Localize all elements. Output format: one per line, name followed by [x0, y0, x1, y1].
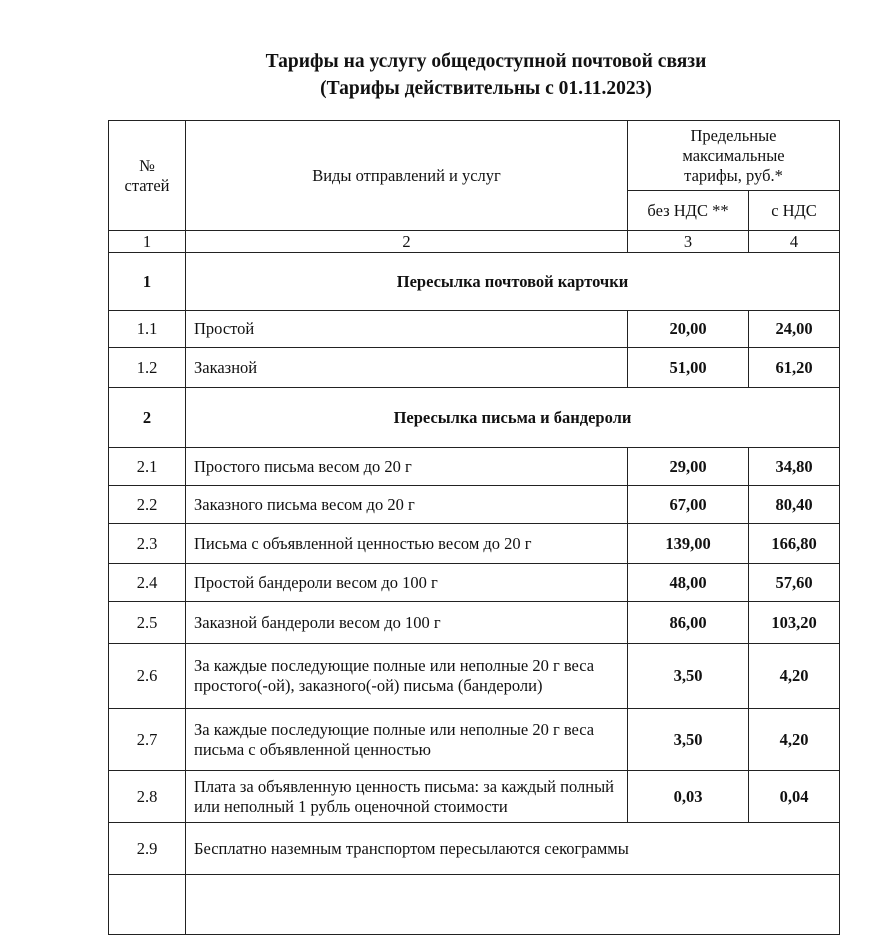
- table-row: [109, 448, 840, 486]
- row-number: 2.5: [109, 602, 186, 644]
- row-number: 2.8: [109, 771, 186, 823]
- row-label: Простой бандероли весом до 100 г: [186, 564, 628, 602]
- row-label: Заказного письма весом до 20 г: [186, 486, 628, 524]
- row-label: Письма с объявленной ценностью весом до 20 г: [186, 524, 628, 564]
- table-row: [109, 823, 840, 875]
- price-vat: 0,04: [749, 771, 840, 823]
- price-vat: 103,20: [749, 602, 840, 644]
- table-row: [109, 564, 840, 602]
- header-index: 4: [749, 231, 840, 253]
- title-line-2: (Тарифы действительны с 01.11.2023): [320, 78, 652, 99]
- row-number: 2.7: [109, 709, 186, 771]
- price-no-vat: 3,50: [628, 709, 749, 771]
- price-no-vat: 139,00: [628, 524, 749, 564]
- price-vat: 4,20: [749, 644, 840, 709]
- header-vat: с НДС: [749, 191, 840, 231]
- table-row: [109, 348, 840, 388]
- row-number: [109, 875, 186, 935]
- table-row: [109, 311, 840, 348]
- row-label: За каждые последующие полные или неполные 20 г веса письма с объявленной ценностью: [186, 709, 628, 771]
- title-line-1: Тарифы на услугу общедоступной почтовой связи: [265, 51, 707, 72]
- table-row: [109, 524, 840, 564]
- row-number: 1: [109, 253, 186, 311]
- price-vat: 57,60: [749, 564, 840, 602]
- row-label: Плата за объявленную ценность письма: за каждый полный или неполный 1 рубль оценочной стоимости: [186, 771, 628, 823]
- price-vat: 4,20: [749, 709, 840, 771]
- table-row: [109, 602, 840, 644]
- price-vat: 61,20: [749, 348, 840, 388]
- table-row-cut-off: [109, 875, 840, 935]
- row-number: 1.1: [109, 311, 186, 348]
- price-no-vat: 86,00: [628, 602, 749, 644]
- price-no-vat: 20,00: [628, 311, 749, 348]
- section-title: Пересылка почтовой карточки: [186, 253, 840, 311]
- header-index: 1: [109, 231, 186, 253]
- header-row-1: [109, 121, 840, 191]
- row-number: 2.6: [109, 644, 186, 709]
- header-index: 2: [186, 231, 628, 253]
- price-vat: 80,40: [749, 486, 840, 524]
- row-label: За каждые последующие полные или неполные 20 г веса простого(-ой), заказного(-ой) письма (бандероли): [186, 644, 628, 709]
- header-tariffs: Предельные максимальные тарифы, руб.*: [628, 121, 840, 191]
- document-title: [0, 48, 881, 102]
- price-vat: 34,80: [749, 448, 840, 486]
- header-index-row: [109, 231, 840, 253]
- price-no-vat: 51,00: [628, 348, 749, 388]
- row-number: 2.1: [109, 448, 186, 486]
- price-vat: 166,80: [749, 524, 840, 564]
- row-label: [186, 875, 840, 935]
- header-type: Виды отправлений и услуг: [186, 121, 628, 231]
- header-no-vat: без НДС **: [628, 191, 749, 231]
- price-no-vat: 29,00: [628, 448, 749, 486]
- price-no-vat: 48,00: [628, 564, 749, 602]
- table-row: [109, 709, 840, 771]
- section-row: [109, 388, 840, 448]
- row-label: Бесплатно наземным транспортом пересылаются секограммы: [186, 823, 840, 875]
- row-number: 1.2: [109, 348, 186, 388]
- price-no-vat: 67,00: [628, 486, 749, 524]
- row-number: 2.2: [109, 486, 186, 524]
- header-num: № статей: [109, 121, 186, 231]
- row-number: 2: [109, 388, 186, 448]
- row-number: 2.4: [109, 564, 186, 602]
- tariffs-table: [108, 120, 840, 935]
- price-no-vat: 0,03: [628, 771, 749, 823]
- row-label: Простого письма весом до 20 г: [186, 448, 628, 486]
- header-index: 3: [628, 231, 749, 253]
- price-no-vat: 3,50: [628, 644, 749, 709]
- row-label: Заказной бандероли весом до 100 г: [186, 602, 628, 644]
- row-label: Заказной: [186, 348, 628, 388]
- row-label: Простой: [186, 311, 628, 348]
- section-row: [109, 253, 840, 311]
- table-row: [109, 771, 840, 823]
- table-row: [109, 486, 840, 524]
- row-number: 2.3: [109, 524, 186, 564]
- row-number: 2.9: [109, 823, 186, 875]
- price-vat: 24,00: [749, 311, 840, 348]
- section-title: Пересылка письма и бандероли: [186, 388, 840, 448]
- table-row: [109, 644, 840, 709]
